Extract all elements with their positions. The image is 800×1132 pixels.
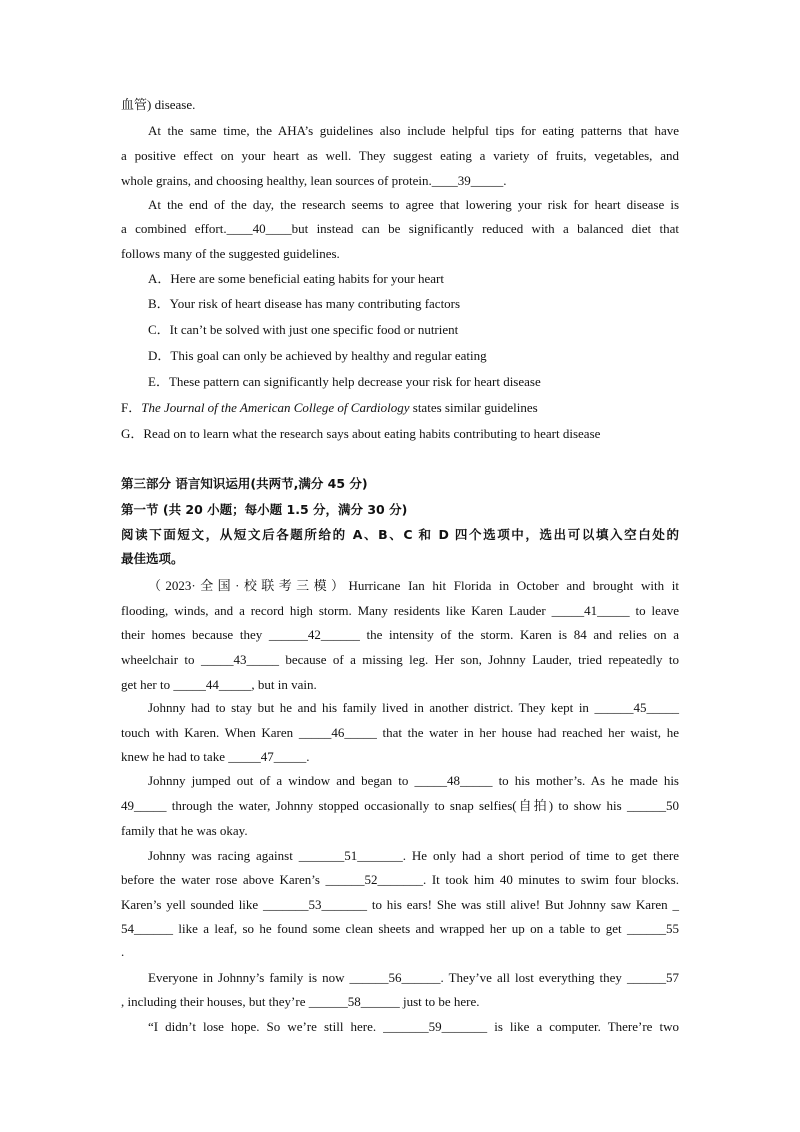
- answer-blank-46: _____46_____: [298, 725, 377, 740]
- subsection-heading: 第一节 (共 20 小题；每小题 1.5 分，满分 30 分): [121, 502, 408, 517]
- answer-blank-40: ____40____: [226, 221, 292, 236]
- answer-blank-53: _______53_______: [263, 897, 368, 912]
- option-c: C．It can’t be solved with just one specific food or nutrient: [148, 322, 459, 337]
- text-line: （2023·全国·校联考三模）Hurricane Ian hit Florida in October and brought with it: [148, 578, 679, 593]
- text-line: family that he was okay.: [121, 823, 248, 838]
- option-d: D．This goal can only be achieved by healthy and regular eating: [148, 348, 487, 363]
- answer-blank-48: _____48_____: [414, 773, 493, 788]
- text-line: , including their houses, but they’re ______58______ just to be here.: [121, 994, 480, 1009]
- answer-blank-42: ______42______: [268, 627, 360, 642]
- text-line: Johnny was racing against _______51_______. He only had a short period of time to get there: [148, 848, 679, 863]
- text-line: get her to _____44_____, but in vain.: [121, 677, 317, 692]
- text-line: “I didn’t lose hope. So we’re still here. _______59_______ is like a computer. There’re two: [148, 1019, 679, 1034]
- text-line: their homes because they ______42______ the intensity of the storm. Karen is 84 and relies on a: [121, 627, 679, 642]
- text-line: .: [121, 944, 125, 959]
- answer-blank-57: ______57: [627, 970, 679, 985]
- option-a: A．Here are some beneficial eating habits for your heart: [148, 271, 444, 286]
- option-b: B．Your risk of heart disease has many contributing factors: [148, 296, 461, 311]
- text-line: knew he had to take _____47_____.: [121, 749, 310, 764]
- section-heading: 第三部分 语言知识运用(共两节,满分 45 分): [121, 476, 368, 491]
- text-line: Karen’s yell sounded like _______53_______ to his ears! She was still alive! But Johnny saw Karen _: [121, 897, 679, 912]
- text-line: Johnny had to stay but he and his family lived in another district. They kept in ______45_____: [148, 700, 679, 715]
- text-line: follows many of the suggested guidelines.: [121, 246, 340, 261]
- text-line: whole grains, and choosing healthy, lean sources of protein.____39_____.: [121, 173, 507, 188]
- text-line: before the water rose above Karen’s ______52_______. It took him 40 minutes to swim four blocks.: [121, 872, 679, 887]
- answer-blank-43: _____43_____: [200, 652, 279, 667]
- answer-blank-52: ______52_______: [325, 872, 424, 887]
- answer-blank-50: ______50: [627, 798, 679, 813]
- answer-blank-56: ______56______: [349, 970, 441, 985]
- text-line: touch with Karen. When Karen _____46_____ that the water in her house had reached her waist, he: [121, 725, 679, 740]
- answer-blank-51: _______51_______: [298, 848, 403, 863]
- answer-blank-45: ______45_____: [594, 700, 679, 715]
- answer-blank-41: _____41_____: [551, 603, 630, 618]
- text-line: Johnny jumped out of a window and began to _____48_____ to his mother’s. As he made his: [148, 773, 679, 788]
- option-e: E．These pattern can significantly help decrease your risk for heart disease: [148, 374, 541, 389]
- option-g: G．Read on to learn what the research says about eating habits contributing to heart disease: [121, 426, 601, 441]
- answer-blank-59: _______59_______: [383, 1019, 488, 1034]
- text-line: a combined effort.____40____but instead can be significantly reduced with a balanced diet that: [121, 221, 679, 236]
- text-line: 血管) disease.: [121, 97, 196, 112]
- instructions: 阅读下面短文，从短文后各题所给的 A、B、C 和 D 四个选项中，选出可以填入空白处的: [121, 527, 679, 542]
- option-f: F．The Journal of the American College of Cardiology states similar guidelines: [121, 400, 538, 415]
- text-line: wheelchair to _____43_____ because of a missing leg. Her son, Johnny Lauder, tried repeatedly to: [121, 652, 679, 667]
- answer-blank-44: _____44_____: [173, 677, 252, 692]
- answer-blank-49: 49_____: [121, 798, 167, 813]
- text-line: a positive effect on your heart as well. They suggest eating a variety of fruits, vegetables, and: [121, 148, 679, 163]
- text-line: 54______ like a leaf, so he found some clean sheets and wrapped her up on a table to get ______55: [121, 921, 679, 936]
- answer-blank-47: _____47_____: [228, 749, 307, 764]
- answer-blank-58: ______58______: [308, 994, 400, 1009]
- text-line: Everyone in Johnny’s family is now ______56______. They’ve all lost everything they ______57: [148, 970, 679, 985]
- instructions: 最佳选项。: [121, 551, 184, 566]
- text-line: At the same time, the AHA’s guidelines also include helpful tips for eating patterns that have: [148, 123, 679, 138]
- answer-blank-39: ____39_____: [431, 173, 504, 188]
- text-line: 49_____ through the water, Johnny stopped occasionally to snap selfies(自拍) to show his ______50: [121, 798, 679, 813]
- text-line: At the end of the day, the research seems to agree that lowering your risk for heart disease is: [148, 197, 679, 212]
- answer-blank-55: ______55: [627, 921, 679, 936]
- answer-blank-54: 54______: [121, 921, 173, 936]
- text-line: flooding, winds, and a record high storm. Many residents like Karen Lauder _____41_____ to leave: [121, 603, 679, 618]
